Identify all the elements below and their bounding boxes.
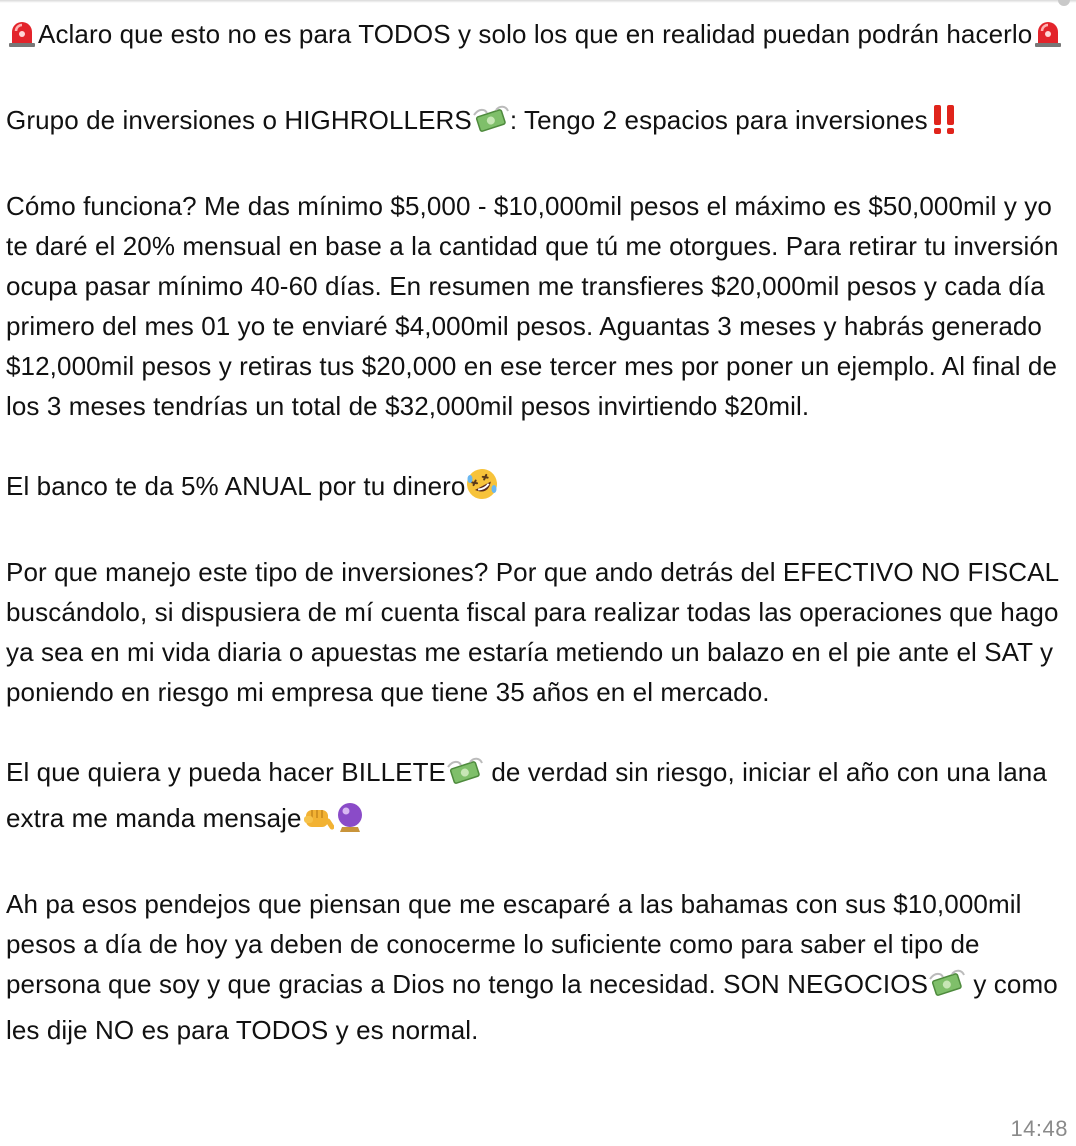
paragraph-7-text-a: Ah pa esos pendejos que piensan que me escaparé a las bahamas con sus $10,000mil pesos a día de hoy ya deben de conocerme lo suficiente como para saber el tipo de persona que soy y que gracias a Dios no tengo la necesidad. SON NEGOCIOS [6, 889, 1022, 999]
divider [0, 0, 1076, 3]
paragraph-6 [6, 752, 1070, 844]
message-text [6, 14, 1070, 1050]
rolling-laughing-icon [465, 467, 499, 512]
paragraph-1-text: Aclaro que esto no es para TODOS y solo los que en realidad puedan podrán hacerlo [38, 19, 1033, 49]
flying-money-icon [472, 103, 510, 146]
paragraph-4 [6, 466, 1070, 512]
siren-icon [1032, 17, 1064, 60]
spacer [6, 712, 1070, 752]
crystal-ball-icon [334, 801, 366, 844]
paragraph-5: Por que manejo este tipo de inversiones? Por que ando detrás del EFECTIVO NO FISCAL buscándolo, si dispusiera de mí cuenta fiscal para realizar todas las operaciones que hago ya sea en mi vida diaria o apuestas me estaría metiendo un balazo en el pie ante el SAT y poniendo en riesgo mi empresa que tiene 35 años en el mercado. [6, 557, 1059, 707]
spacer [6, 146, 1070, 186]
paragraph-2 [6, 100, 1070, 146]
paragraph-1 [6, 14, 1070, 60]
double-exclamation-icon [928, 103, 960, 146]
flying-money-icon [928, 967, 966, 1010]
spacer [6, 844, 1070, 884]
fist-icon [302, 801, 334, 844]
paragraph-7-text-b: y como les dije NO es para TODOS y es normal. [6, 969, 1058, 1045]
message-menu-handle[interactable] [1058, 0, 1070, 6]
paragraph-4-text: El banco te da 5% ANUAL por tu dinero [6, 471, 466, 501]
spacer [6, 60, 1070, 100]
siren-icon [6, 17, 38, 60]
paragraph-2-text-a: Grupo de inversiones o HIGHROLLERS [6, 105, 472, 135]
paragraph-2-text-b: : Tengo 2 espacios para inversiones [509, 105, 928, 135]
spacer [6, 512, 1070, 552]
paragraph-6-text-b: de verdad sin riesgo, iniciar el año con una lana extra me manda mensaje [6, 757, 1047, 833]
paragraph-3: Cómo funciona? Me das mínimo $5,000 - $10,000mil pesos el máximo es $50,000mil y yo te daré el 20% mensual en base a la cantidad que tú me otorgues. Para retirar tu inversión ocupa pasar mínimo 40-60 días. En resumen me transfieres $20,000mil pesos y cada día primero del mes 01 yo te enviaré $4,000mil pesos. Aguantas 3 meses y habrás generado $12,000mil pesos y retiras tus $20,000 en ese tercer mes por poner un ejemplo. Al final de los 3 meses tendrías un total de $32,000mil pesos invirtiendo $20mil. [6, 191, 1059, 421]
paragraph-7 [6, 884, 1070, 1050]
paragraph-6-text-a: El que quiera y pueda hacer BILLETE [6, 757, 447, 787]
message-timestamp: 14:48 [1010, 1116, 1068, 1141]
spacer [6, 426, 1070, 466]
flying-money-icon [446, 755, 484, 798]
